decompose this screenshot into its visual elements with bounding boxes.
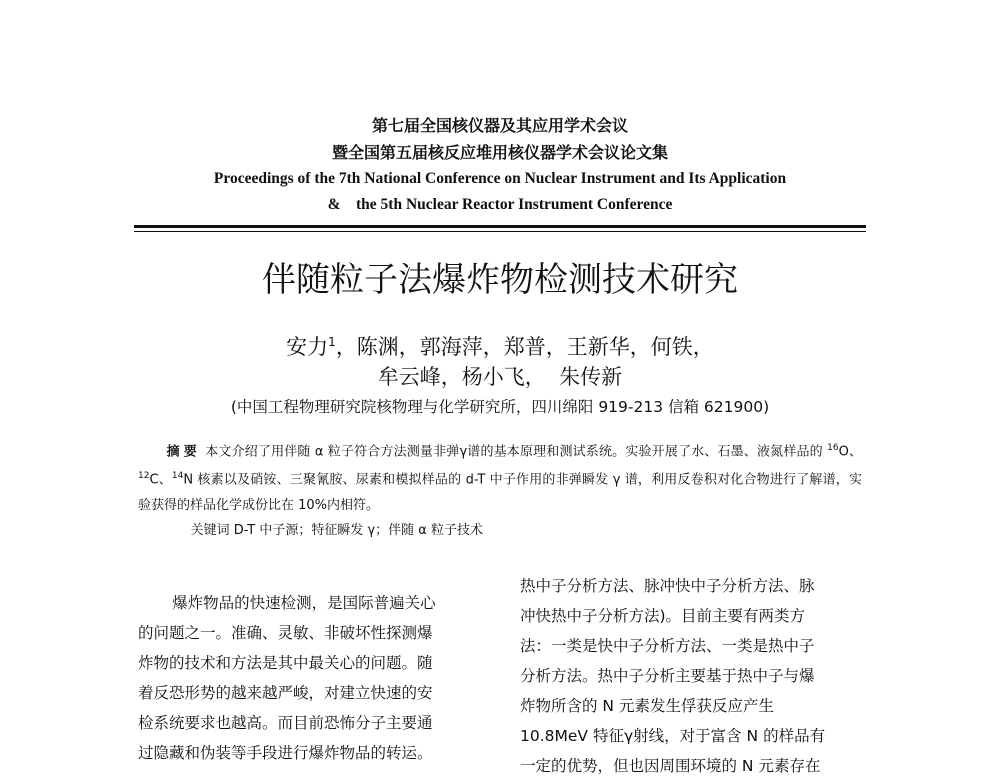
- header-rule-thick: [134, 225, 866, 228]
- conference-title-en-1: Proceedings of the 7th National Conference on Nuclear Instrument and Its Application: [213, 170, 787, 187]
- conference-title-zh-2: 暨全国第五届核反应堆用核仪器学术会议论文集: [331, 143, 668, 162]
- body-line: 法：一类是快中子分析方法、一类是热中子: [520, 637, 815, 655]
- body-line: 检系统要求也越高。而目前恐怖分子主要通: [138, 714, 433, 732]
- body-line: 炸物的技术和方法是其中最关心的问题。随: [138, 654, 433, 672]
- body-line: 着反恐形势的越来越严峻，对建立快速的安: [138, 684, 433, 702]
- body-line: 一定的优势，但也因周围环境的 N 元素存在: [520, 757, 821, 775]
- paper-title: 伴随粒子法爆炸物检测技术研究: [262, 260, 738, 300]
- body-line: 冲快热中子分析方法)。目前主要有两类方: [520, 607, 806, 625]
- isotope-c-mass: 12: [138, 471, 150, 482]
- affiliation-marker: 1: [328, 335, 336, 349]
- body-line: 过隐藏和伪装等手段进行爆炸物品的转运。: [138, 744, 433, 762]
- body-line: 炸物所含的 N 元素发生俘获反应产生: [520, 697, 774, 715]
- abstract-paragraph: [138, 436, 862, 518]
- body-column-left: [138, 588, 488, 768]
- conference-title-zh-1: 第七届全国核仪器及其应用学术会议: [371, 116, 628, 135]
- body-line: 热中子分析方法、脉冲快中子分析方法、脉: [520, 577, 815, 595]
- author-line-2: 牟云峰，杨小飞， 朱传新: [377, 365, 623, 389]
- keywords-line: [138, 518, 862, 543]
- keywords-text: D-T 中子源；特征瞬发 γ；伴随 α 粒子技术: [233, 522, 483, 538]
- abstract-text-a: 本文介绍了用伴随 α 粒子符合方法测量非弹γ谱的基本原理和测试系统。实验开展了水、石墨、液氮样品的: [205, 444, 828, 460]
- affiliation: (中国工程物理研究院核物理与化学研究所，四川绵阳 919-213 信箱 621900): [230, 398, 770, 416]
- header-rule-thin: [134, 231, 866, 232]
- co-authors-1: ，陈渊，郭海萍，郑普，王新华，何铁，: [335, 335, 714, 359]
- body-line: 分析方法。热中子分析主要基于热中子与爆: [520, 667, 815, 685]
- author-list: [0, 327, 1000, 392]
- conference-header: [130, 112, 870, 218]
- isotope-o-mass: 16: [827, 443, 839, 453]
- isotope-n-mass: 14: [171, 471, 184, 482]
- abstract-text-b: O、: [838, 444, 862, 460]
- abstract-label: 摘要: [166, 444, 201, 460]
- body-line: 的问题之一。准确、灵敏、非破坏性探测爆: [138, 624, 433, 642]
- conference-title-en-2: & the 5th Nuclear Reactor Instrument Conference: [327, 196, 673, 213]
- abstract-text-c: C、: [149, 472, 172, 488]
- body-line: 爆炸物品的快速检测，是国际普遍关心: [172, 594, 436, 612]
- abstract-block: [138, 436, 862, 543]
- abstract-text-d: N 核素以及硝铵、三聚氰胺、尿素和模拟样品的 d-T 中子作用的非弹瞬发 γ 谱，利用反卷积对化合物进行了解谱，实验获得的样品化学成份比在 10%内相符。: [138, 472, 862, 513]
- first-author: 安力: [286, 335, 329, 359]
- body-line: 10.8MeV 特征γ射线，对于富含 N 的样品有: [520, 727, 826, 745]
- body-column-right: [520, 571, 870, 781]
- author-line-1: [0, 327, 1000, 362]
- keywords-label: 关键词: [190, 522, 230, 538]
